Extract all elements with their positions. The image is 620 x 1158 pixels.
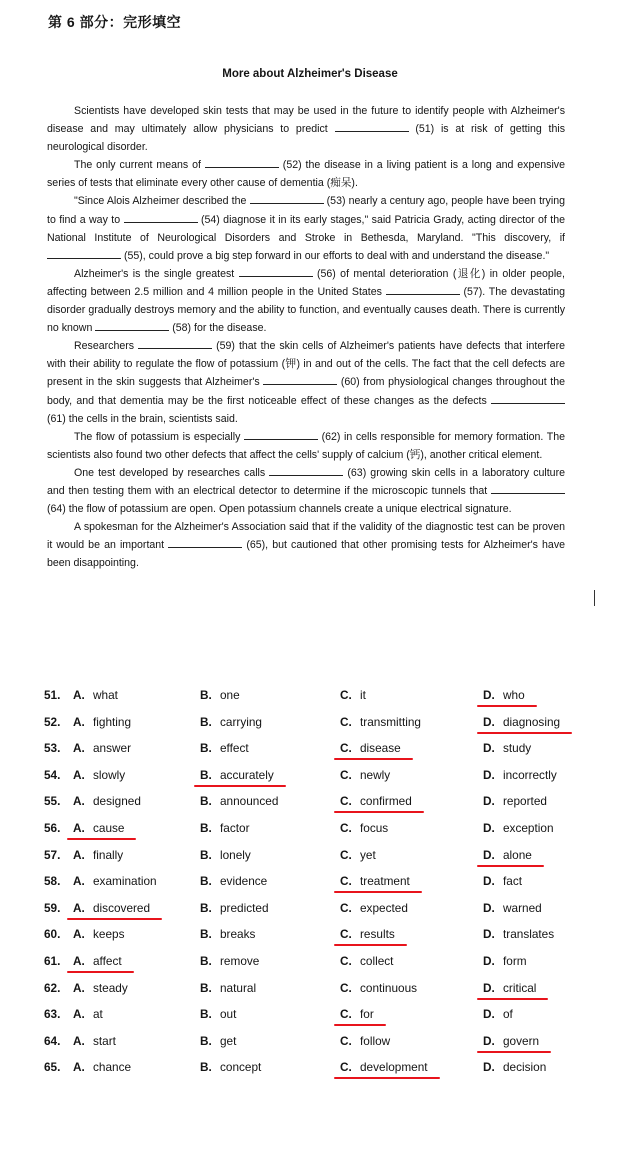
passage-paragraph — [47, 265, 565, 337]
answer-blank — [95, 320, 169, 331]
option-a[interactable] — [73, 901, 150, 915]
option-word: concept — [220, 1060, 262, 1075]
option-word: out — [220, 1007, 237, 1022]
option-letter: D. — [483, 688, 495, 702]
question-number: 61. — [44, 953, 61, 968]
margin-mark — [594, 590, 595, 606]
option-word: transmitting — [360, 714, 421, 729]
option-letter: C. — [340, 1060, 352, 1075]
question-number: 52. — [44, 714, 61, 729]
passage-text: (59) that the skin cells of Alzheimer's patients have defects that interfere with their ability to regulate the flow of potassium (钾) in and out of the cells. The fact that the cell defects are present in the skin suggests that Alzheimer's — [47, 340, 565, 389]
question-row — [40, 927, 590, 954]
passage-text: Researchers — [74, 340, 139, 353]
passage-paragraph — [47, 337, 565, 427]
option-letter: D. — [483, 953, 495, 968]
option-b[interactable] — [200, 848, 251, 862]
option-d[interactable] — [483, 1007, 513, 1021]
question-number: 51. — [44, 688, 61, 702]
option-d[interactable] — [483, 981, 536, 995]
option-word: discovered — [93, 900, 151, 915]
option-letter: B. — [200, 741, 212, 756]
option-a[interactable] — [73, 1007, 103, 1021]
option-word: evidence — [220, 874, 268, 889]
passage-text: (63) growing skin cells in a laboratory culture and then testing them with an electrical detector to determine if the microscopic tunnels that — [47, 466, 565, 497]
option-c[interactable] — [340, 874, 410, 888]
option-word: effect — [220, 741, 249, 756]
option-word: designed — [93, 794, 141, 809]
passage-text: (60) from physiological changes throughout the body, and that dementia may be the first noticeable effect of these changes as the defects — [47, 376, 565, 407]
option-a[interactable] — [73, 768, 125, 782]
option-letter: A. — [73, 980, 85, 995]
answer-blank — [205, 157, 279, 168]
option-c[interactable] — [340, 848, 376, 862]
option-b[interactable] — [200, 1060, 261, 1074]
option-b[interactable] — [200, 981, 256, 995]
option-d[interactable] — [483, 1034, 539, 1048]
option-word: follow — [360, 1033, 391, 1048]
option-c[interactable] — [340, 794, 412, 808]
question-row — [40, 874, 590, 901]
option-word: confirmed — [360, 794, 412, 809]
option-letter: C. — [340, 767, 352, 782]
option-word: accurately — [220, 767, 274, 782]
answer-blank — [269, 465, 343, 476]
option-letter: B. — [200, 900, 212, 915]
answer-blank — [47, 248, 121, 259]
passage-text: Scientists have developed skin tests that may be used in the future to identify people with Alzheimer's disease and may ultimately allow physicians to predict — [47, 105, 565, 136]
option-word: at — [93, 1007, 103, 1022]
option-a[interactable] — [73, 715, 131, 729]
option-word: who — [503, 688, 525, 702]
answer-blank — [335, 121, 409, 132]
option-a[interactable] — [73, 1060, 131, 1074]
option-word: diagnosing — [503, 714, 561, 729]
question-number: 58. — [44, 874, 61, 889]
passage-body — [47, 102, 565, 572]
question-row — [40, 688, 590, 715]
question-number: 57. — [44, 847, 61, 862]
answer-blank — [250, 193, 324, 204]
option-word: incorrectly — [503, 767, 557, 782]
question-row — [40, 981, 590, 1008]
passage-text: (61) the cells in the brain, scientists said. — [47, 412, 238, 425]
passage-paragraph — [47, 464, 565, 518]
option-b[interactable] — [200, 768, 274, 782]
option-word: start — [93, 1033, 116, 1048]
option-letter: D. — [483, 741, 495, 756]
passage-text: (58) for the disease. — [169, 322, 267, 335]
section-label: 第 6 部分：完形填空 — [48, 14, 182, 30]
option-letter: C. — [340, 820, 352, 835]
option-word: expected — [360, 900, 408, 915]
option-letter: B. — [200, 874, 212, 889]
option-word: collect — [360, 953, 394, 968]
option-d[interactable] — [483, 768, 557, 782]
passage-paragraph — [47, 518, 565, 572]
option-letter: B. — [200, 714, 212, 729]
question-row — [40, 1034, 590, 1061]
option-word: govern — [503, 1033, 540, 1048]
option-word: what — [93, 688, 118, 702]
option-d[interactable] — [483, 741, 531, 755]
option-letter: D. — [483, 874, 495, 889]
question-number: 53. — [44, 741, 61, 756]
passage-text: One test developed by researches calls — [74, 466, 270, 479]
option-word: exception — [503, 820, 554, 835]
option-a[interactable] — [73, 848, 123, 862]
option-b[interactable] — [200, 874, 267, 888]
option-letter: B. — [200, 1060, 212, 1075]
option-letter: D. — [483, 980, 495, 995]
question-number: 64. — [44, 1033, 61, 1048]
option-a[interactable] — [73, 954, 122, 968]
passage-text: (55), could prove a big step forward in our efforts to deal with and understand the disease." — [121, 249, 550, 262]
option-word: cause — [93, 820, 125, 835]
answer-blank — [239, 266, 313, 277]
passage-text: (51) is at risk of getting this neurological disorder. — [47, 123, 566, 154]
option-letter: D. — [483, 714, 495, 729]
passage-text: A spokesman for the Alzheimer's Association said that if the validity of the diagnostic test can be proven it would be an important — [47, 521, 565, 552]
option-letter: B. — [200, 1007, 212, 1022]
option-letter: A. — [73, 820, 85, 835]
answer-blank — [491, 393, 565, 404]
option-letter: D. — [483, 900, 495, 915]
option-letter: A. — [73, 741, 85, 756]
option-b[interactable] — [200, 715, 262, 729]
question-number: 55. — [44, 794, 61, 809]
passage-text: (52) the disease in a living patient is a long and expensive series of tests that eliminate every other cause of dementia (痴呆). — [47, 159, 565, 190]
option-word: newly — [360, 767, 391, 782]
option-letter: B. — [200, 794, 212, 809]
option-word: carrying — [220, 714, 262, 729]
option-c[interactable] — [340, 821, 388, 835]
option-letter: B. — [200, 927, 212, 942]
question-row — [40, 1060, 590, 1087]
option-letter: A. — [73, 927, 85, 942]
question-number: 65. — [44, 1060, 61, 1075]
option-d[interactable] — [483, 688, 525, 702]
option-c[interactable] — [340, 954, 393, 968]
passage-text: (62) in cells responsible for memory formation. The scientists also found two other defects that affect the cells' supply of calcium (钙), another critical element. — [47, 430, 565, 461]
question-number: 59. — [44, 900, 61, 915]
option-word: focus — [360, 820, 389, 835]
answer-blank — [124, 212, 198, 223]
option-word: factor — [220, 820, 250, 835]
passage-text: (57). The devastating disorder gradually destroys memory and the ability to function, and eventually causes death. There is currently no known — [47, 285, 565, 335]
option-d[interactable] — [483, 954, 527, 968]
passage-text: (53) nearly a century ago, people have been trying to find a way to — [47, 195, 565, 226]
option-word: chance — [93, 1060, 132, 1075]
option-b[interactable] — [200, 1034, 236, 1048]
option-letter: D. — [483, 847, 495, 862]
option-letter: A. — [73, 1060, 85, 1075]
option-letter: B. — [200, 847, 212, 862]
option-c[interactable] — [340, 981, 417, 995]
passage-paragraph — [47, 102, 565, 156]
option-word: keeps — [93, 927, 125, 942]
question-number: 56. — [44, 820, 61, 835]
option-word: results — [360, 927, 395, 942]
option-letter: D. — [483, 1033, 495, 1048]
option-word: fact — [503, 874, 523, 889]
option-a[interactable] — [73, 821, 124, 835]
option-word: get — [220, 1033, 237, 1048]
option-c[interactable] — [340, 1034, 390, 1048]
option-d[interactable] — [483, 821, 554, 835]
option-word: remove — [220, 953, 260, 968]
option-c[interactable] — [340, 927, 395, 941]
option-word: for — [360, 1007, 374, 1022]
option-d[interactable] — [483, 1060, 546, 1074]
option-letter: A. — [73, 714, 85, 729]
option-b[interactable] — [200, 741, 249, 755]
option-letter: C. — [340, 953, 352, 968]
option-c[interactable] — [340, 1007, 374, 1021]
question-row — [40, 768, 590, 795]
option-word: finally — [93, 847, 124, 862]
option-letter: A. — [73, 874, 85, 889]
question-row — [40, 954, 590, 981]
option-d[interactable] — [483, 927, 554, 941]
question-row — [40, 715, 590, 742]
option-word: it — [360, 688, 366, 702]
option-word: form — [503, 953, 527, 968]
option-letter: C. — [340, 741, 352, 756]
option-word: steady — [93, 980, 128, 995]
question-number: 62. — [44, 980, 61, 995]
option-letter: A. — [73, 900, 85, 915]
option-letter: D. — [483, 767, 495, 782]
passage-text: "Since Alois Alzheimer described the — [74, 195, 250, 208]
option-word: examination — [93, 874, 157, 889]
option-letter: B. — [200, 980, 212, 995]
answer-blank — [491, 483, 565, 494]
passage-text: (64) the flow of potassium are open. Open potassium channels create a unique electrical signature. — [47, 503, 512, 516]
passage-text: The flow of potassium is especially — [74, 430, 244, 443]
option-letter: A. — [73, 688, 85, 702]
answer-blank — [386, 284, 460, 295]
answer-options — [40, 688, 590, 1087]
option-c[interactable] — [340, 715, 421, 729]
option-letter: C. — [340, 1033, 352, 1048]
passage-text: (56) of mental deterioration (退化) in older people, affecting between 2.5 million and 4 million people in the United States — [47, 267, 566, 298]
option-letter: B. — [200, 820, 212, 835]
option-letter: B. — [200, 767, 212, 782]
question-number: 63. — [44, 1007, 61, 1022]
answer-blank — [168, 537, 242, 548]
option-word: critical — [503, 980, 537, 995]
option-word: alone — [503, 847, 532, 862]
option-word: treatment — [360, 874, 410, 889]
option-letter: A. — [73, 847, 85, 862]
passage-text: (54) diagnose it in its early stages," said Patricia Grady, acting director of the National Institute of Neurological Disorders and Stroke in Bethesda, Maryland. "This discovery, if — [47, 213, 566, 244]
option-letter: C. — [340, 874, 352, 889]
option-b[interactable] — [200, 927, 255, 941]
option-word: warned — [503, 900, 542, 915]
question-row — [40, 901, 590, 928]
answer-blank — [138, 338, 212, 349]
option-word: study — [503, 741, 532, 756]
option-word: affect — [93, 953, 122, 968]
option-word: announced — [220, 794, 279, 809]
option-b[interactable] — [200, 794, 278, 808]
question-number: 60. — [44, 927, 61, 942]
option-a[interactable] — [73, 927, 124, 941]
option-d[interactable] — [483, 901, 542, 915]
option-a[interactable] — [73, 741, 131, 755]
option-b[interactable] — [200, 821, 250, 835]
option-c[interactable] — [340, 741, 401, 755]
option-word: predicted — [220, 900, 269, 915]
option-c[interactable] — [340, 901, 408, 915]
option-letter: C. — [340, 927, 352, 942]
option-letter: C. — [340, 714, 352, 729]
passage-paragraph — [47, 428, 565, 464]
option-letter: C. — [340, 794, 352, 809]
option-letter: C. — [340, 900, 352, 915]
option-c[interactable] — [340, 688, 366, 702]
option-letter: C. — [340, 980, 352, 995]
option-d[interactable] — [483, 715, 560, 729]
option-letter: D. — [483, 927, 495, 942]
option-letter: C. — [340, 847, 352, 862]
option-letter: D. — [483, 1007, 495, 1022]
option-letter: C. — [340, 688, 352, 702]
option-word: yet — [360, 847, 376, 862]
option-word: natural — [220, 980, 257, 995]
question-number: 54. — [44, 767, 61, 782]
option-letter: A. — [73, 767, 85, 782]
option-letter: D. — [483, 794, 495, 809]
option-letter: A. — [73, 1007, 85, 1022]
passage-paragraph — [47, 192, 565, 264]
option-word: fighting — [93, 714, 132, 729]
option-word: slowly — [93, 767, 126, 782]
option-word: answer — [93, 741, 132, 756]
option-a[interactable] — [73, 794, 141, 808]
option-c[interactable] — [340, 1060, 428, 1074]
option-letter: D. — [483, 820, 495, 835]
passage-title: More about Alzheimer's Disease — [222, 68, 398, 80]
option-word: one — [220, 688, 240, 702]
question-row — [40, 794, 590, 821]
option-c[interactable] — [340, 768, 390, 782]
answer-blank — [244, 429, 318, 440]
option-letter: A. — [73, 953, 85, 968]
option-b[interactable] — [200, 954, 259, 968]
passage-paragraph — [47, 156, 565, 192]
option-b[interactable] — [200, 901, 269, 915]
option-b[interactable] — [200, 1007, 236, 1021]
option-letter: A. — [73, 1033, 85, 1048]
option-a[interactable] — [73, 688, 118, 702]
option-word: continuous — [360, 980, 418, 995]
option-a[interactable] — [73, 874, 157, 888]
option-word: decision — [503, 1060, 547, 1075]
option-word: of — [503, 1007, 513, 1022]
option-a[interactable] — [73, 981, 128, 995]
option-letter: D. — [483, 1060, 495, 1075]
option-word: lonely — [220, 847, 251, 862]
option-word: reported — [503, 794, 547, 809]
option-d[interactable] — [483, 794, 547, 808]
passage-text: The only current means of — [74, 159, 205, 172]
option-a[interactable] — [73, 1034, 116, 1048]
option-b[interactable] — [200, 688, 240, 702]
option-letter: B. — [200, 688, 212, 702]
option-letter: C. — [340, 1007, 352, 1022]
option-letter: B. — [200, 953, 212, 968]
option-d[interactable] — [483, 874, 522, 888]
option-d[interactable] — [483, 848, 532, 862]
question-row — [40, 821, 590, 848]
question-row — [40, 1007, 590, 1034]
passage-text: (65), but cautioned that other promising tests for Alzheimer's have been disappointing. — [47, 539, 566, 570]
option-letter: B. — [200, 1033, 212, 1048]
option-letter: A. — [73, 794, 85, 809]
question-row — [40, 741, 590, 768]
option-word: translates — [503, 927, 555, 942]
option-word: disease — [360, 741, 401, 756]
option-word: breaks — [220, 927, 256, 942]
passage-text: Alzheimer's is the single greatest — [74, 267, 239, 280]
answer-blank — [263, 374, 337, 385]
option-word: development — [360, 1060, 428, 1075]
question-row — [40, 848, 590, 875]
